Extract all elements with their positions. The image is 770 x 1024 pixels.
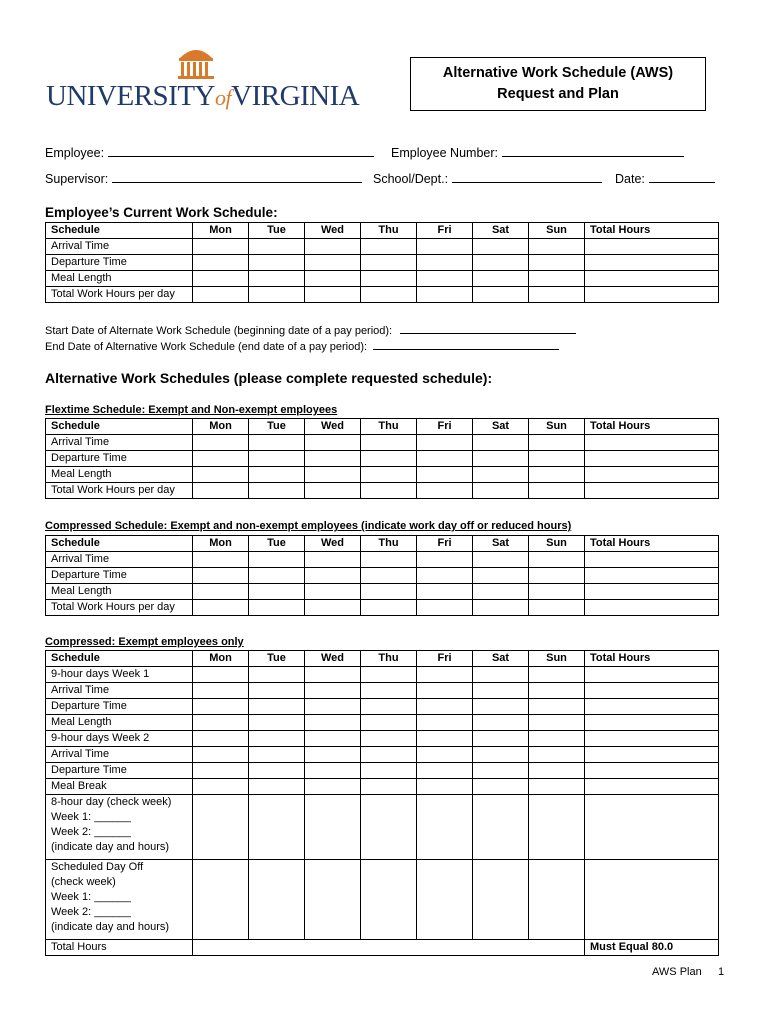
table-row: Meal Break	[46, 779, 719, 795]
school-dept-field[interactable]: School/Dept.:	[373, 171, 602, 186]
schedule-header: Schedule	[46, 223, 193, 239]
supervisor-field[interactable]: Supervisor:	[45, 171, 362, 186]
current-schedule-heading: Employee’s Current Work Schedule:	[45, 205, 278, 220]
current-schedule-table: Schedule Mon Tue Wed Thu Fri Sat Sun Total Hours Arrival Time Departure Time Meal Length Total Work Hours per day	[45, 222, 719, 303]
date-field[interactable]: Date:	[615, 171, 715, 186]
logo-wordmark: UNIVERSITYofVIRGINIA	[46, 80, 360, 112]
exempt-table: Schedule Mon Tue Wed Thu Fri Sat Sun Total Hours 9-hour days Week 1 Arrival Time Departure Time Meal Length 9-hour days Week 2 Arrival Time Departure Time Meal Break 8-hour day (check week) Week 1: ______ Week 2: ______ (indicate day and hours) Scheduled Day Off (check week) Week 1: ______ Week 2: ______ (indicate day and hours) Total Hours Must Equal 80.0	[45, 650, 719, 956]
table-row: Arrival Time	[46, 683, 719, 699]
table-row: Arrival Time	[46, 239, 719, 255]
employee-field[interactable]: Employee:	[45, 145, 374, 160]
table-row: Meal Length	[46, 584, 719, 600]
must-equal-note: Must Equal 80.0	[585, 940, 719, 956]
table-row-eight-hour-day: 8-hour day (check week) Week 1: ______ Week 2: ______ (indicate day and hours)	[46, 795, 719, 860]
table-row: Departure Time	[46, 451, 719, 467]
employee-number-field[interactable]: Employee Number:	[391, 145, 684, 160]
table-row: Arrival Time	[46, 747, 719, 763]
start-date-field[interactable]: Start Date of Alternate Work Schedule (beginning date of a pay period):	[45, 323, 576, 337]
form-title-line2: Request and Plan	[497, 86, 619, 102]
end-date-field[interactable]: End Date of Alternative Work Schedule (end date of a pay period):	[45, 339, 559, 353]
table-row-total: Total Hours Must Equal 80.0	[46, 940, 719, 956]
rotunda-icon	[176, 44, 216, 80]
university-logo	[46, 44, 360, 114]
table-row: Meal Length	[46, 715, 719, 731]
page-number: 1	[718, 966, 725, 978]
form-title-line1: Alternative Work Schedule (AWS)	[442, 65, 674, 81]
compressed-heading: Compressed Schedule: Exempt and non-exempt employees (indicate work day off or reduced hours)	[45, 520, 572, 532]
flextime-heading: Flextime Schedule: Exempt and Non-exempt employees	[45, 404, 338, 416]
table-row: Meal Length	[46, 467, 719, 483]
exempt-heading: Compressed: Exempt employees only	[45, 636, 244, 648]
table-row: Departure Time	[46, 255, 719, 271]
table-row: Arrival Time	[46, 552, 719, 568]
table-row: 9-hour days Week 2	[46, 731, 719, 747]
table-row: Meal Length	[46, 271, 719, 287]
table-row: Total Work Hours per day	[46, 600, 719, 616]
table-row: Departure Time	[46, 568, 719, 584]
table-row: Total Work Hours per day	[46, 287, 719, 303]
compressed-table: Schedule Mon Tue Wed Thu Fri Sat Sun Total Hours Arrival Time Departure Time Meal Length Total Work Hours per day	[45, 535, 719, 616]
flextime-table: Schedule Mon Tue Wed Thu Fri Sat Sun Total Hours Arrival Time Departure Time Meal Length Total Work Hours per day	[45, 418, 719, 499]
footer-label: AWS Plan	[652, 966, 702, 978]
table-row: Departure Time	[46, 699, 719, 715]
alternative-schedules-heading: Alternative Work Schedules (please complete requested schedule):	[45, 370, 493, 386]
table-row-scheduled-day-off: Scheduled Day Off (check week) Week 1: ______ Week 2: ______ (indicate day and hours)	[46, 860, 719, 940]
table-row: 9-hour days Week 1	[46, 667, 719, 683]
table-row: Arrival Time	[46, 435, 719, 451]
form-title	[410, 57, 706, 111]
table-row: Departure Time	[46, 763, 719, 779]
table-row: Total Work Hours per day	[46, 483, 719, 499]
